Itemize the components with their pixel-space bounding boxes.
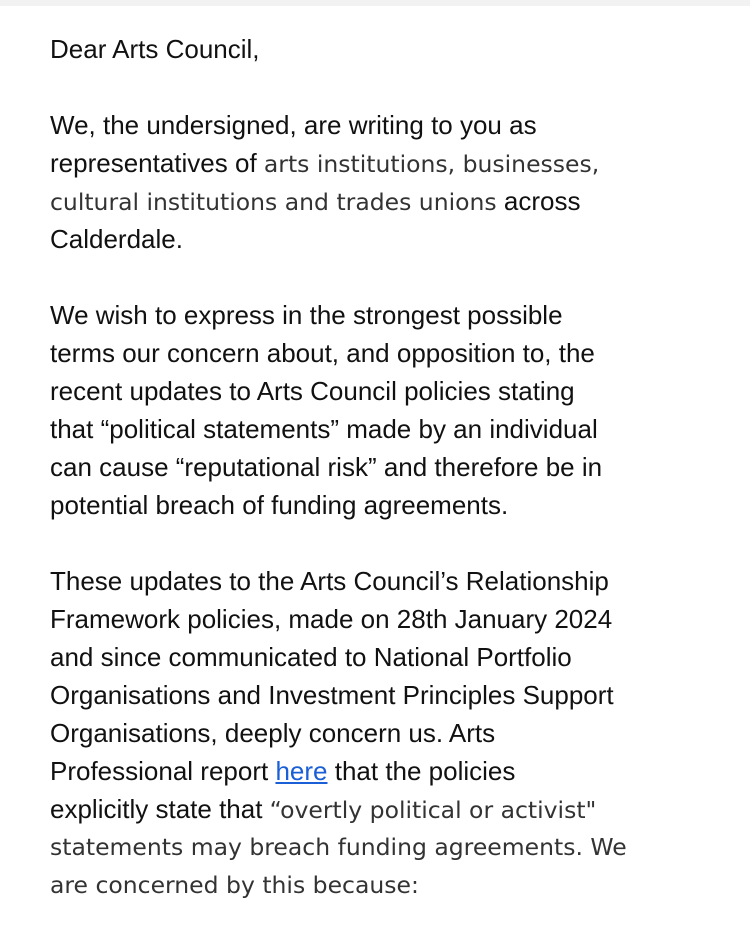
- salutation: Dear Arts Council,: [50, 34, 260, 64]
- paragraph-gap: [50, 68, 740, 106]
- intro-line-3: [50, 182, 740, 220]
- paragraph-intro: [50, 106, 740, 258]
- intro-line-3-end: across: [496, 186, 581, 216]
- paragraph-updates: [50, 562, 740, 904]
- intro-line-1: We, the undersigned, are writing to you as: [50, 110, 537, 140]
- intro-line-2: [50, 144, 740, 182]
- concern-line-4: that “political statements” made by an individual: [50, 414, 598, 444]
- intro-line-3-alt-font: cultural institutions and trades unions: [50, 188, 497, 216]
- top-strip: [0, 0, 750, 6]
- intro-line-2-start: representatives of: [50, 148, 264, 178]
- intro-line-4: Calderdale.: [50, 224, 183, 254]
- updates-line-7-start: explicitly state that: [50, 794, 270, 824]
- updates-line-9: are concerned by this because:: [50, 871, 419, 899]
- paragraph-gap: [50, 258, 740, 296]
- updates-line-1: These updates to the Arts Council’s Relationship: [50, 566, 609, 596]
- paragraph-gap: [50, 524, 740, 562]
- updates-line-5: Organisations, deeply concern us. Arts: [50, 718, 496, 748]
- concern-line-6: potential breach of funding agreements.: [50, 490, 509, 520]
- concern-line-3: recent updates to Arts Council policies stating: [50, 376, 575, 406]
- paragraph-concern: [50, 296, 740, 524]
- updates-line-8: statements may breach funding agreements. We: [50, 833, 627, 861]
- letter-body: [50, 30, 740, 904]
- updates-line-6-end: that the policies: [327, 756, 516, 786]
- concern-line-1: We wish to express in the strongest possible: [50, 300, 563, 330]
- intro-line-2-alt-font: arts institutions, businesses,: [263, 150, 600, 178]
- concern-line-5: can cause “reputational risk” and therefore be in: [50, 452, 603, 482]
- here-link[interactable]: here: [275, 756, 328, 786]
- updates-line-2: Framework policies, made on 28th January 2024: [50, 604, 613, 634]
- concern-line-2: terms our concern about, and opposition to, the: [50, 338, 595, 368]
- updates-line-7: [50, 790, 740, 828]
- updates-line-3: and since communicated to National Portfolio: [50, 642, 572, 672]
- updates-line-7-quote: “overtly political or activist": [269, 796, 597, 824]
- updates-line-4: Organisations and Investment Principles Support: [50, 680, 614, 710]
- updates-line-6-start: Professional report: [50, 756, 276, 786]
- updates-line-6: [50, 752, 740, 790]
